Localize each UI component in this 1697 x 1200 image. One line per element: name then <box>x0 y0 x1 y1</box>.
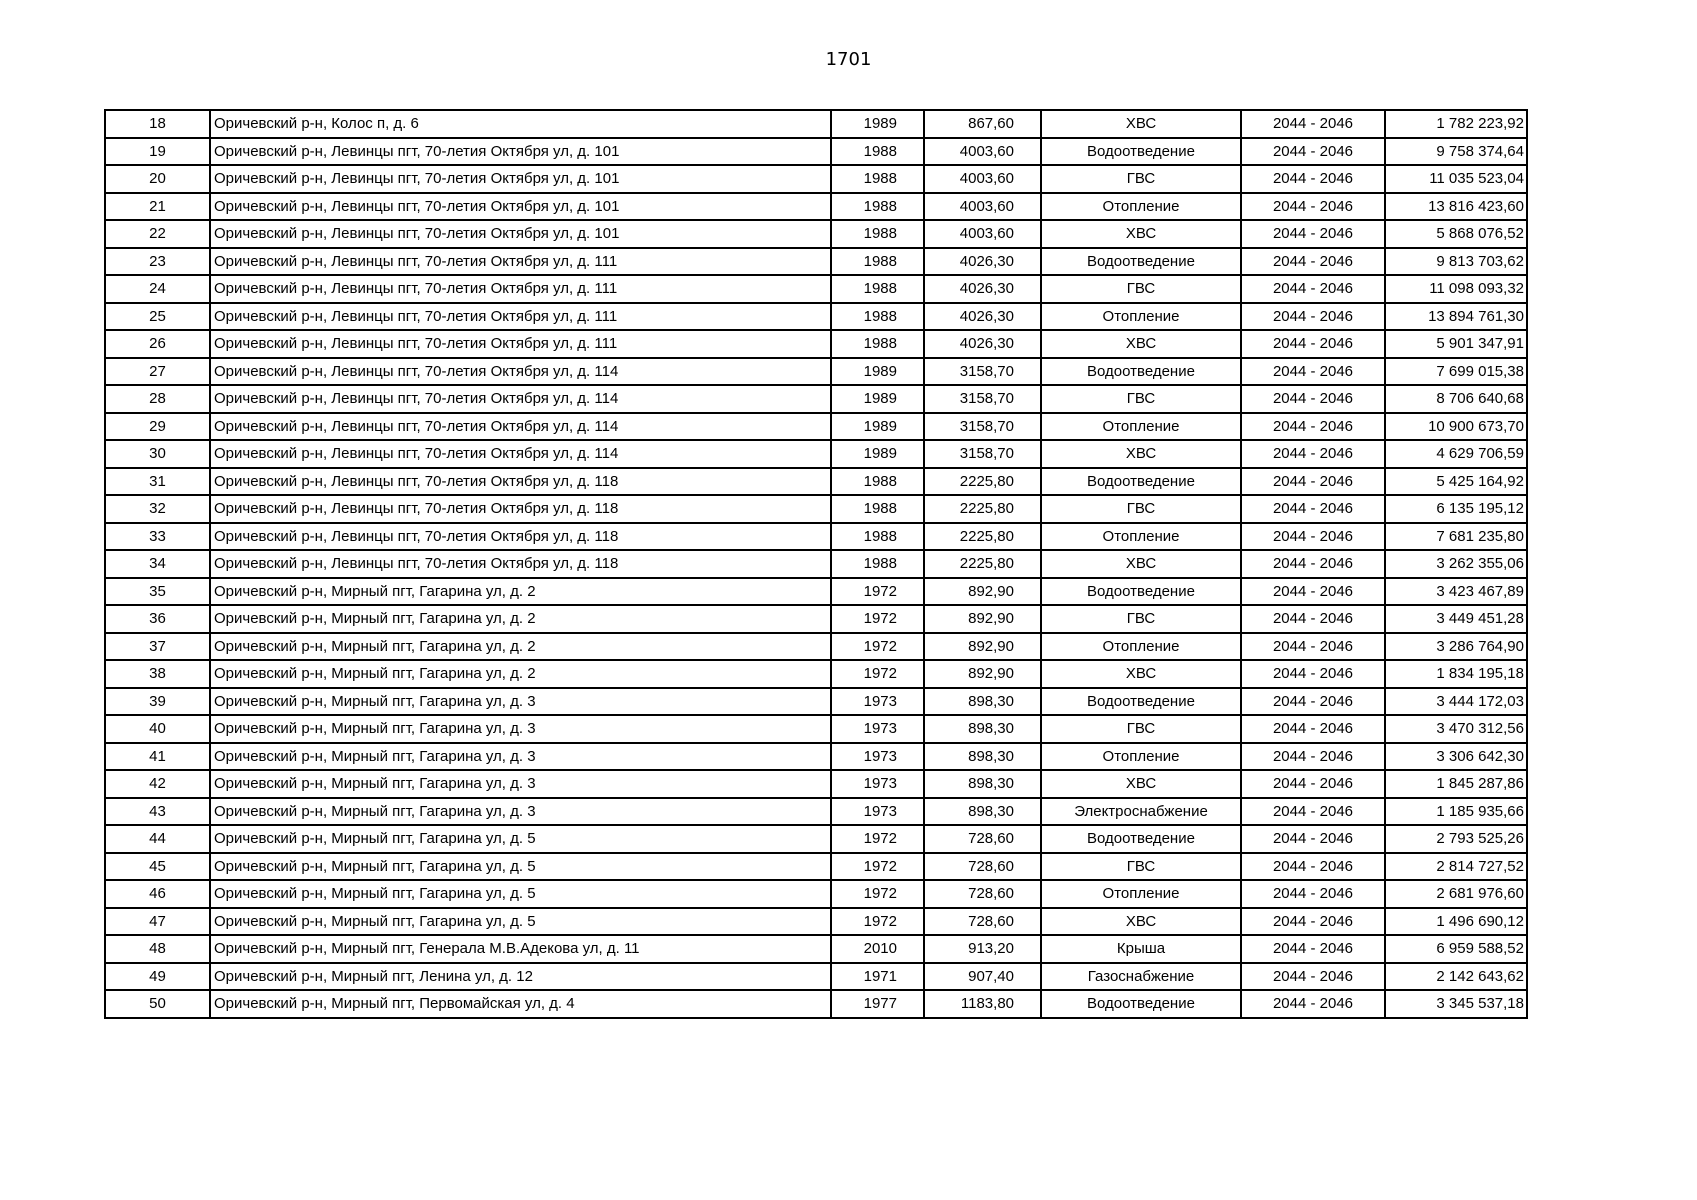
table-row <box>105 220 1527 248</box>
cost-cell: 1 845 287,86 <box>1385 770 1527 798</box>
area-cell: 1183,80 <box>924 990 1041 1018</box>
table-row <box>105 605 1527 633</box>
period-cell: 2044 - 2046 <box>1241 385 1385 413</box>
period-cell: 2044 - 2046 <box>1241 633 1385 661</box>
row-number: 32 <box>105 495 210 523</box>
address-cell: Оричевский р-н, Мирный пгт, Гагарина ул, д. 2 <box>210 633 831 661</box>
work-type-cell: ХВС <box>1041 220 1241 248</box>
table-row <box>105 358 1527 386</box>
cost-cell: 5 425 164,92 <box>1385 468 1527 496</box>
row-number: 39 <box>105 688 210 716</box>
table-row <box>105 715 1527 743</box>
area-cell: 898,30 <box>924 798 1041 826</box>
row-number: 24 <box>105 275 210 303</box>
work-type-cell: ХВС <box>1041 110 1241 138</box>
table-row <box>105 798 1527 826</box>
period-cell: 2044 - 2046 <box>1241 963 1385 991</box>
year-cell: 1973 <box>831 770 924 798</box>
address-cell: Оричевский р-н, Мирный пгт, Гагарина ул, д. 5 <box>210 908 831 936</box>
area-cell: 867,60 <box>924 110 1041 138</box>
row-number: 31 <box>105 468 210 496</box>
cost-cell: 10 900 673,70 <box>1385 413 1527 441</box>
table-row <box>105 935 1527 963</box>
period-cell: 2044 - 2046 <box>1241 440 1385 468</box>
area-cell: 898,30 <box>924 688 1041 716</box>
area-cell: 4003,60 <box>924 193 1041 221</box>
year-cell: 1973 <box>831 798 924 826</box>
table-row <box>105 193 1527 221</box>
cost-cell: 4 629 706,59 <box>1385 440 1527 468</box>
period-cell: 2044 - 2046 <box>1241 715 1385 743</box>
cost-cell: 13 894 761,30 <box>1385 303 1527 331</box>
year-cell: 1989 <box>831 413 924 441</box>
year-cell: 1988 <box>831 220 924 248</box>
address-cell: Оричевский р-н, Левинцы пгт, 70-летия Октября ул, д. 101 <box>210 193 831 221</box>
period-cell: 2044 - 2046 <box>1241 990 1385 1018</box>
year-cell: 1972 <box>831 825 924 853</box>
area-cell: 892,90 <box>924 605 1041 633</box>
table-row <box>105 990 1527 1018</box>
period-cell: 2044 - 2046 <box>1241 468 1385 496</box>
work-type-cell: Водоотведение <box>1041 578 1241 606</box>
work-type-cell: Отопление <box>1041 743 1241 771</box>
row-number: 27 <box>105 358 210 386</box>
row-number: 47 <box>105 908 210 936</box>
address-cell: Оричевский р-н, Левинцы пгт, 70-летия Октября ул, д. 101 <box>210 165 831 193</box>
period-cell: 2044 - 2046 <box>1241 138 1385 166</box>
period-cell: 2044 - 2046 <box>1241 248 1385 276</box>
year-cell: 1972 <box>831 853 924 881</box>
cost-cell: 2 793 525,26 <box>1385 825 1527 853</box>
year-cell: 1988 <box>831 330 924 358</box>
address-cell: Оричевский р-н, Левинцы пгт, 70-летия Октября ул, д. 114 <box>210 440 831 468</box>
work-type-cell: ГВС <box>1041 385 1241 413</box>
address-cell: Оричевский р-н, Мирный пгт, Гагарина ул, д. 3 <box>210 688 831 716</box>
row-number: 25 <box>105 303 210 331</box>
cost-cell: 11 098 093,32 <box>1385 275 1527 303</box>
work-type-cell: ГВС <box>1041 853 1241 881</box>
period-cell: 2044 - 2046 <box>1241 798 1385 826</box>
cost-cell: 3 444 172,03 <box>1385 688 1527 716</box>
period-cell: 2044 - 2046 <box>1241 660 1385 688</box>
cost-cell: 3 470 312,56 <box>1385 715 1527 743</box>
row-number: 23 <box>105 248 210 276</box>
address-cell: Оричевский р-н, Мирный пгт, Гагарина ул, д. 5 <box>210 825 831 853</box>
row-number: 41 <box>105 743 210 771</box>
year-cell: 1972 <box>831 908 924 936</box>
period-cell: 2044 - 2046 <box>1241 688 1385 716</box>
work-type-cell: ХВС <box>1041 908 1241 936</box>
row-number: 36 <box>105 605 210 633</box>
row-number: 18 <box>105 110 210 138</box>
area-cell: 4026,30 <box>924 330 1041 358</box>
area-cell: 898,30 <box>924 715 1041 743</box>
work-type-cell: ХВС <box>1041 660 1241 688</box>
table-row <box>105 688 1527 716</box>
work-type-cell: Водоотведение <box>1041 468 1241 496</box>
address-cell: Оричевский р-н, Левинцы пгт, 70-летия Октября ул, д. 118 <box>210 495 831 523</box>
address-cell: Оричевский р-н, Левинцы пгт, 70-летия Октября ул, д. 114 <box>210 413 831 441</box>
area-cell: 728,60 <box>924 880 1041 908</box>
address-cell: Оричевский р-н, Левинцы пгт, 70-летия Октября ул, д. 118 <box>210 550 831 578</box>
row-number: 44 <box>105 825 210 853</box>
row-number: 45 <box>105 853 210 881</box>
address-cell: Оричевский р-н, Мирный пгт, Ленина ул, д. 12 <box>210 963 831 991</box>
period-cell: 2044 - 2046 <box>1241 605 1385 633</box>
table-row <box>105 908 1527 936</box>
area-cell: 898,30 <box>924 770 1041 798</box>
cost-cell: 3 423 467,89 <box>1385 578 1527 606</box>
year-cell: 1989 <box>831 385 924 413</box>
work-type-cell: Отопление <box>1041 523 1241 551</box>
year-cell: 1972 <box>831 578 924 606</box>
work-type-cell: ХВС <box>1041 330 1241 358</box>
table-row <box>105 468 1527 496</box>
row-number: 40 <box>105 715 210 743</box>
area-cell: 4003,60 <box>924 165 1041 193</box>
row-number: 30 <box>105 440 210 468</box>
area-cell: 892,90 <box>924 578 1041 606</box>
table-row <box>105 413 1527 441</box>
area-cell: 728,60 <box>924 825 1041 853</box>
address-cell: Оричевский р-н, Мирный пгт, Генерала М.В.Адекова ул, д. 11 <box>210 935 831 963</box>
area-cell: 892,90 <box>924 660 1041 688</box>
row-number: 21 <box>105 193 210 221</box>
cost-cell: 8 706 640,68 <box>1385 385 1527 413</box>
year-cell: 1973 <box>831 715 924 743</box>
address-cell: Оричевский р-н, Левинцы пгт, 70-летия Октября ул, д. 114 <box>210 385 831 413</box>
period-cell: 2044 - 2046 <box>1241 220 1385 248</box>
table-row <box>105 330 1527 358</box>
area-cell: 892,90 <box>924 633 1041 661</box>
period-cell: 2044 - 2046 <box>1241 413 1385 441</box>
period-cell: 2044 - 2046 <box>1241 303 1385 331</box>
cost-cell: 13 816 423,60 <box>1385 193 1527 221</box>
address-cell: Оричевский р-н, Мирный пгт, Гагарина ул, д. 3 <box>210 743 831 771</box>
cost-cell: 3 449 451,28 <box>1385 605 1527 633</box>
work-type-cell: Отопление <box>1041 413 1241 441</box>
area-cell: 907,40 <box>924 963 1041 991</box>
area-cell: 4026,30 <box>924 303 1041 331</box>
work-type-cell: Отопление <box>1041 303 1241 331</box>
row-number: 48 <box>105 935 210 963</box>
year-cell: 1972 <box>831 633 924 661</box>
work-type-cell: ХВС <box>1041 440 1241 468</box>
area-cell: 3158,70 <box>924 440 1041 468</box>
period-cell: 2044 - 2046 <box>1241 578 1385 606</box>
table-row <box>105 440 1527 468</box>
work-type-cell: Водоотведение <box>1041 990 1241 1018</box>
row-number: 33 <box>105 523 210 551</box>
row-number: 43 <box>105 798 210 826</box>
work-type-cell: ХВС <box>1041 550 1241 578</box>
year-cell: 1988 <box>831 248 924 276</box>
period-cell: 2044 - 2046 <box>1241 193 1385 221</box>
address-cell: Оричевский р-н, Левинцы пгт, 70-летия Октября ул, д. 111 <box>210 275 831 303</box>
period-cell: 2044 - 2046 <box>1241 358 1385 386</box>
table-row <box>105 550 1527 578</box>
address-cell: Оричевский р-н, Левинцы пгт, 70-летия Октября ул, д. 111 <box>210 330 831 358</box>
year-cell: 1972 <box>831 660 924 688</box>
row-number: 46 <box>105 880 210 908</box>
work-type-cell: Водоотведение <box>1041 688 1241 716</box>
cost-cell: 3 286 764,90 <box>1385 633 1527 661</box>
table-row <box>105 523 1527 551</box>
table-row <box>105 165 1527 193</box>
cost-cell: 2 681 976,60 <box>1385 880 1527 908</box>
year-cell: 1988 <box>831 165 924 193</box>
cost-cell: 3 262 355,06 <box>1385 550 1527 578</box>
table-row <box>105 963 1527 991</box>
work-type-cell: ГВС <box>1041 495 1241 523</box>
area-cell: 728,60 <box>924 853 1041 881</box>
address-cell: Оричевский р-н, Левинцы пгт, 70-летия Октября ул, д. 111 <box>210 303 831 331</box>
area-cell: 913,20 <box>924 935 1041 963</box>
area-cell: 3158,70 <box>924 385 1041 413</box>
year-cell: 1972 <box>831 605 924 633</box>
cost-cell: 2 814 727,52 <box>1385 853 1527 881</box>
work-type-cell: ГВС <box>1041 605 1241 633</box>
table-row <box>105 578 1527 606</box>
row-number: 29 <box>105 413 210 441</box>
year-cell: 1988 <box>831 275 924 303</box>
cost-cell: 7 681 235,80 <box>1385 523 1527 551</box>
period-cell: 2044 - 2046 <box>1241 495 1385 523</box>
area-cell: 2225,80 <box>924 495 1041 523</box>
work-type-cell: ГВС <box>1041 275 1241 303</box>
period-cell: 2044 - 2046 <box>1241 908 1385 936</box>
row-number: 42 <box>105 770 210 798</box>
table-row <box>105 770 1527 798</box>
work-type-cell: ГВС <box>1041 165 1241 193</box>
cost-cell: 3 306 642,30 <box>1385 743 1527 771</box>
table-row <box>105 880 1527 908</box>
year-cell: 1973 <box>831 743 924 771</box>
year-cell: 1989 <box>831 110 924 138</box>
address-cell: Оричевский р-н, Левинцы пгт, 70-летия Октября ул, д. 101 <box>210 220 831 248</box>
work-type-cell: Водоотведение <box>1041 825 1241 853</box>
cost-cell: 3 345 537,18 <box>1385 990 1527 1018</box>
page-number: 1701 <box>825 49 872 70</box>
area-cell: 2225,80 <box>924 468 1041 496</box>
period-cell: 2044 - 2046 <box>1241 110 1385 138</box>
period-cell: 2044 - 2046 <box>1241 523 1385 551</box>
row-number: 22 <box>105 220 210 248</box>
table-row <box>105 385 1527 413</box>
row-number: 34 <box>105 550 210 578</box>
cost-cell: 9 813 703,62 <box>1385 248 1527 276</box>
repair-schedule-table <box>104 109 1528 1019</box>
period-cell: 2044 - 2046 <box>1241 853 1385 881</box>
address-cell: Оричевский р-н, Левинцы пгт, 70-летия Октября ул, д. 114 <box>210 358 831 386</box>
work-type-cell: Газоснабжение <box>1041 963 1241 991</box>
year-cell: 1988 <box>831 550 924 578</box>
year-cell: 1988 <box>831 523 924 551</box>
address-cell: Оричевский р-н, Мирный пгт, Гагарина ул, д. 2 <box>210 660 831 688</box>
address-cell: Оричевский р-н, Мирный пгт, Гагарина ул, д. 2 <box>210 578 831 606</box>
address-cell: Оричевский р-н, Мирный пгт, Гагарина ул, д. 5 <box>210 880 831 908</box>
table-row <box>105 495 1527 523</box>
year-cell: 1971 <box>831 963 924 991</box>
work-type-cell: Отопление <box>1041 633 1241 661</box>
table-row <box>105 110 1527 138</box>
area-cell: 3158,70 <box>924 358 1041 386</box>
table-row <box>105 633 1527 661</box>
area-cell: 4003,60 <box>924 220 1041 248</box>
area-cell: 4026,30 <box>924 275 1041 303</box>
year-cell: 1972 <box>831 880 924 908</box>
year-cell: 1973 <box>831 688 924 716</box>
work-type-cell: Электроснабжение <box>1041 798 1241 826</box>
cost-cell: 9 758 374,64 <box>1385 138 1527 166</box>
period-cell: 2044 - 2046 <box>1241 935 1385 963</box>
row-number: 50 <box>105 990 210 1018</box>
table-row <box>105 825 1527 853</box>
cost-cell: 5 901 347,91 <box>1385 330 1527 358</box>
cost-cell: 11 035 523,04 <box>1385 165 1527 193</box>
period-cell: 2044 - 2046 <box>1241 550 1385 578</box>
year-cell: 2010 <box>831 935 924 963</box>
cost-cell: 1 782 223,92 <box>1385 110 1527 138</box>
period-cell: 2044 - 2046 <box>1241 275 1385 303</box>
work-type-cell: Водоотведение <box>1041 138 1241 166</box>
address-cell: Оричевский р-н, Мирный пгт, Гагарина ул, д. 2 <box>210 605 831 633</box>
year-cell: 1989 <box>831 440 924 468</box>
area-cell: 3158,70 <box>924 413 1041 441</box>
address-cell: Оричевский р-н, Левинцы пгт, 70-летия Октября ул, д. 101 <box>210 138 831 166</box>
row-number: 28 <box>105 385 210 413</box>
year-cell: 1989 <box>831 358 924 386</box>
table-row <box>105 248 1527 276</box>
table-body <box>105 110 1527 1018</box>
cost-cell: 7 699 015,38 <box>1385 358 1527 386</box>
cost-cell: 5 868 076,52 <box>1385 220 1527 248</box>
row-number: 38 <box>105 660 210 688</box>
year-cell: 1988 <box>831 138 924 166</box>
address-cell: Оричевский р-н, Колос п, д. 6 <box>210 110 831 138</box>
row-number: 37 <box>105 633 210 661</box>
table-row <box>105 275 1527 303</box>
year-cell: 1988 <box>831 468 924 496</box>
address-cell: Оричевский р-н, Мирный пгт, Первомайская ул, д. 4 <box>210 990 831 1018</box>
period-cell: 2044 - 2046 <box>1241 880 1385 908</box>
year-cell: 1977 <box>831 990 924 1018</box>
address-cell: Оричевский р-н, Левинцы пгт, 70-летия Октября ул, д. 118 <box>210 523 831 551</box>
address-cell: Оричевский р-н, Левинцы пгт, 70-летия Октября ул, д. 118 <box>210 468 831 496</box>
period-cell: 2044 - 2046 <box>1241 743 1385 771</box>
row-number: 35 <box>105 578 210 606</box>
area-cell: 2225,80 <box>924 523 1041 551</box>
area-cell: 4026,30 <box>924 248 1041 276</box>
work-type-cell: Отопление <box>1041 880 1241 908</box>
cost-cell: 1 496 690,12 <box>1385 908 1527 936</box>
row-number: 19 <box>105 138 210 166</box>
address-cell: Оричевский р-н, Мирный пгт, Гагарина ул, д. 3 <box>210 715 831 743</box>
year-cell: 1988 <box>831 193 924 221</box>
cost-cell: 1 834 195,18 <box>1385 660 1527 688</box>
address-cell: Оричевский р-н, Мирный пгт, Гагарина ул, д. 5 <box>210 853 831 881</box>
period-cell: 2044 - 2046 <box>1241 825 1385 853</box>
work-type-cell: Водоотведение <box>1041 248 1241 276</box>
cost-cell: 1 185 935,66 <box>1385 798 1527 826</box>
period-cell: 2044 - 2046 <box>1241 770 1385 798</box>
row-number: 20 <box>105 165 210 193</box>
work-type-cell: ГВС <box>1041 715 1241 743</box>
table-row <box>105 660 1527 688</box>
table-row <box>105 138 1527 166</box>
cost-cell: 2 142 643,62 <box>1385 963 1527 991</box>
work-type-cell: Отопление <box>1041 193 1241 221</box>
period-cell: 2044 - 2046 <box>1241 165 1385 193</box>
area-cell: 898,30 <box>924 743 1041 771</box>
row-number: 26 <box>105 330 210 358</box>
period-cell: 2044 - 2046 <box>1241 330 1385 358</box>
year-cell: 1988 <box>831 495 924 523</box>
work-type-cell: Крыша <box>1041 935 1241 963</box>
address-cell: Оричевский р-н, Левинцы пгт, 70-летия Октября ул, д. 111 <box>210 248 831 276</box>
cost-cell: 6 135 195,12 <box>1385 495 1527 523</box>
address-cell: Оричевский р-н, Мирный пгт, Гагарина ул, д. 3 <box>210 798 831 826</box>
work-type-cell: ХВС <box>1041 770 1241 798</box>
year-cell: 1988 <box>831 303 924 331</box>
row-number: 49 <box>105 963 210 991</box>
area-cell: 728,60 <box>924 908 1041 936</box>
cost-cell: 6 959 588,52 <box>1385 935 1527 963</box>
area-cell: 2225,80 <box>924 550 1041 578</box>
address-cell: Оричевский р-н, Мирный пгт, Гагарина ул, д. 3 <box>210 770 831 798</box>
table-row <box>105 303 1527 331</box>
table-row <box>105 743 1527 771</box>
area-cell: 4003,60 <box>924 138 1041 166</box>
table-row <box>105 853 1527 881</box>
work-type-cell: Водоотведение <box>1041 358 1241 386</box>
